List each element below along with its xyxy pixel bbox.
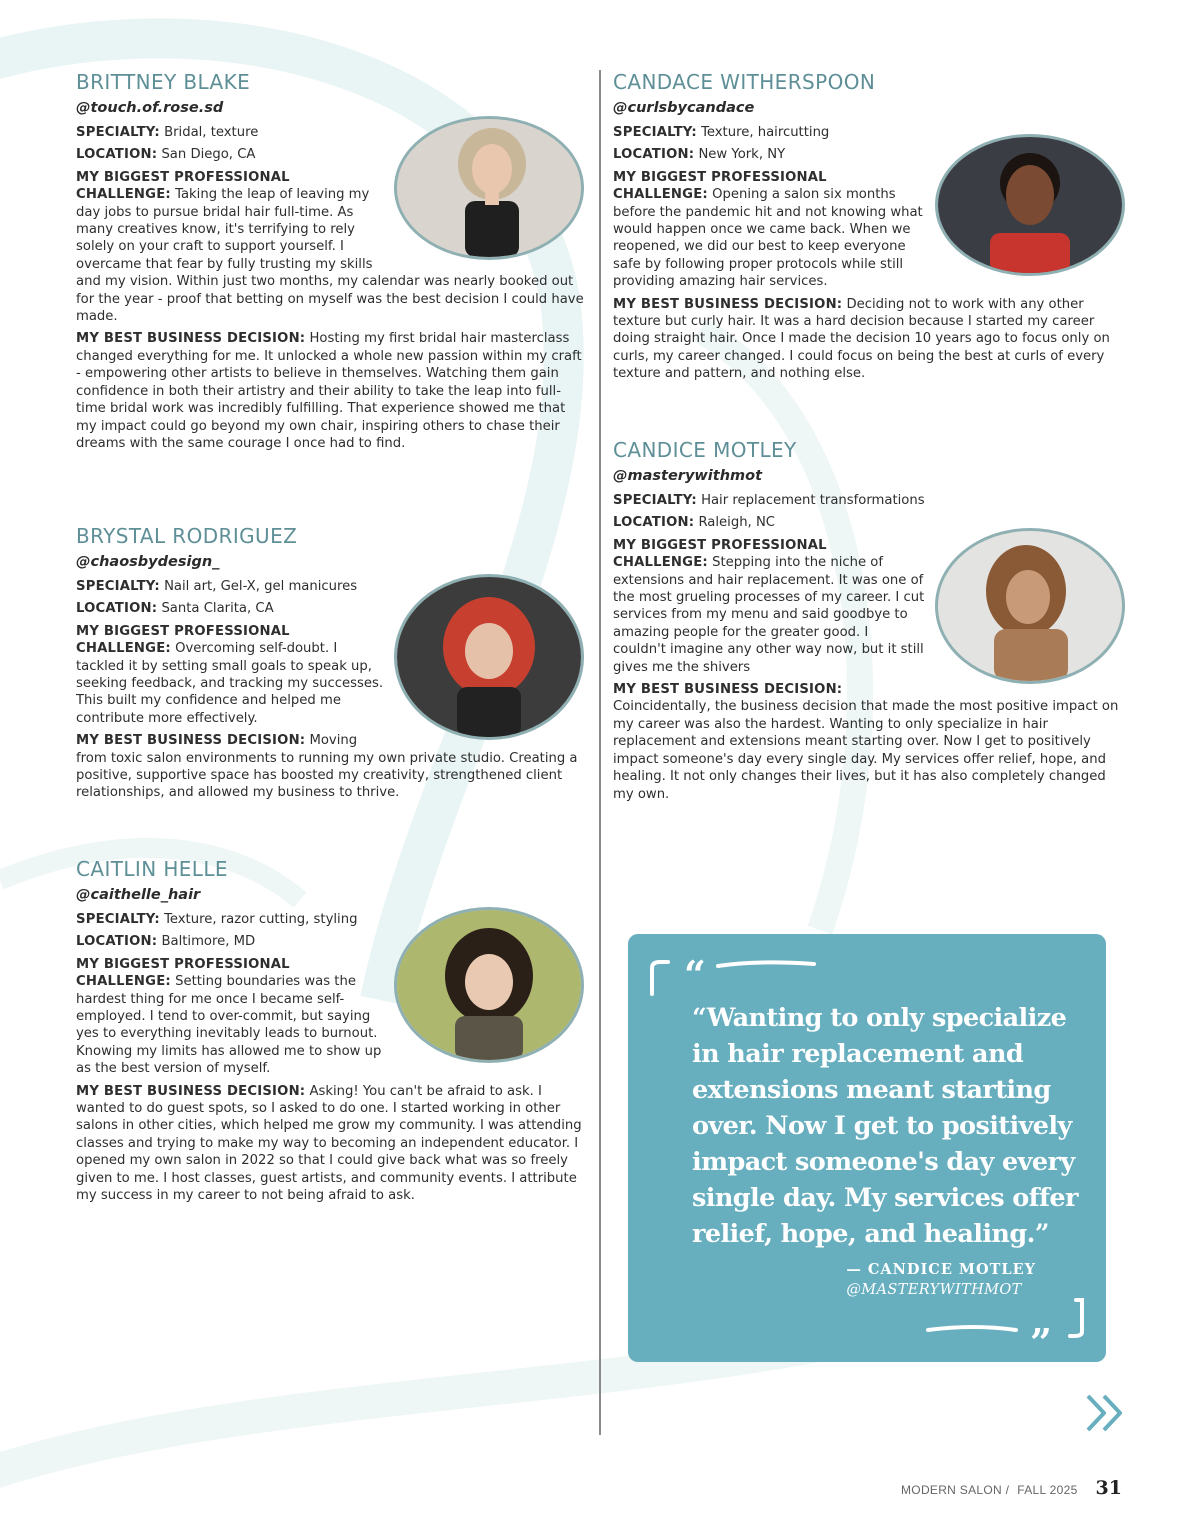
open-quote-mark-icon: [646, 952, 816, 996]
profile-name: CAITLIN HELLE: [76, 857, 228, 881]
close-quote-mark-icon: [924, 1296, 1094, 1346]
profile-caitlin-helle: CAITLIN HELLE @caithelle_hair SPECIALTY: Texture, razor cutting, styling LOCATION: Baltimore, MD MY BIGGEST PROFESSIONAL CHALLENGE: Setting boundaries was the hardest thing for me once I became self-employed. I tend to over-commit, but saying yes to everything inevitably leads to burnout. Knowing my limits has allowed me to show up as the best version of myself. MY BEST BUSINESS DECISION: Asking! You can't be afraid to ask. I wanted to do guest spots, so I asked to do one. I started working in other salons in other cities, which helped me grow my community. I was attending classes and trying to make my way to becoming an independent educator. I opened my own salon in 2022 so that I could give back what was so freely given to me. I host classes, guest artists, and community events. I attribute my success in my career to not being afraid to ask.: [76, 857, 584, 1210]
svg-text:”: ”: [1030, 1320, 1052, 1346]
profile-name: BRYSTAL RODRIGUEZ: [76, 524, 298, 548]
pull-quote-author: — CANDICE MOTLEY: [846, 1261, 1036, 1278]
challenge-text: Setting boundaries was the hardest thing for me once I became self-employed. I tend to over-commit, but saying yes to everything inevitably leads to burnout. Knowing my limits has allowed me to show up as the best version of myself.: [76, 974, 382, 1077]
pull-quote-attribution: [846, 1260, 1036, 1300]
page-footer: [901, 1477, 1122, 1499]
profile-handle: @masterywithmot: [613, 468, 763, 484]
decision-text: Deciding not to work with any other texture but curly hair. It was a hard decision because I started my career doing straight hair. Once I made the decision 10 years ago to focus only on curls, my career changed. I could focus on being the best at curls of every texture and pattern, and nothing else.: [613, 296, 1110, 382]
profile-handle: @touch.of.rose.sd: [76, 100, 224, 116]
issue-date: FALL 2025: [1017, 1483, 1078, 1497]
decision-text: Hosting my first bridal hair masterclass changed everything for me. It unlocked a whole new passion within my craft - empowering other artists to believe in themselves. Watching them gain confidence in both their artistry and their ability to take the leap into full-time bridal work was incredibly fulfilling. That experience showed me that my impact could go beyond my own chair, inspiring others to chase their dreams with the same courage I once had to find.: [76, 331, 582, 451]
profile-handle: @caithelle_hair: [76, 887, 201, 903]
profile-photo: [394, 907, 584, 1063]
decision-text: Moving from toxic salon environments to running my own private studio. Creating a positive, supportive space has boosted my creativity, strengthened client relationships, and allowed my business to thrive.: [76, 733, 578, 801]
profile-handle: @chaosbydesign_: [76, 554, 220, 570]
profile-brittney-blake: BRITTNEY BLAKE @touch.of.rose.sd SPECIALTY: Bridal, texture LOCATION: San Diego, CA MY BIGGEST PROFESSIONAL CHALLENGE: Taking the leap of leaving my day jobs to pursue bridal hair full-time. As many creatives know, it's terrifying to rely solely on your craft to support yourself. I overcame that fear by fully trusting my skills and my vision. Within just two months, my calendar was nearly booked out for the year - proof that betting on myself was the best decision I could have made. MY BEST BUSINESS DECISION: Hosting my first bridal hair masterclass changed everything for me. It unlocked a whole new passion within my craft - empowering other artists to believe in themselves. Watching them gain confidence in both their artistry and their ability to take the leap into full-time bridal work was incredibly fulfilling. That experience showed me that my impact could go beyond my own chair, inspiring others to chase their dreams with the same courage I once had to find.: [76, 70, 584, 451]
double-chevron-right-icon: [1082, 1390, 1128, 1436]
challenge-text: Opening a salon six months before the pandemic hit and not knowing what would happen once we came back. When we reopened, we did our best to keep everyone safe by following proper protocols while still providing amazing hair services.: [613, 187, 923, 290]
column-divider: [599, 70, 601, 1435]
challenge-text: Overcoming self-doubt. I tackled it by setting small goals to speak up, seeking feedback, and tracking my successes. This built my confidence and helped me contribute more effectively.: [76, 641, 384, 726]
publication-name: MODERN SALON /: [901, 1483, 1010, 1497]
svg-text:“: “: [684, 952, 706, 996]
profile-photo: [935, 134, 1125, 276]
specialty-value: Texture, razor cutting, styling: [164, 912, 358, 927]
pull-quote-text: “Wanting to only specialize in hair replacement and extensions meant starting over. Now I get to positively impact someone's day every single day. My services offer relief, hope, and healing.”: [692, 1003, 1078, 1249]
profile-handle: @curlsbycandace: [613, 100, 755, 116]
profile-name: CANDACE WITHERSPOON: [613, 70, 876, 94]
location-value: Raleigh, NC: [698, 515, 776, 531]
location-value: San Diego, CA: [161, 147, 256, 163]
profile-brystal-rodriguez: BRYSTAL RODRIGUEZ @chaosbydesign_ SPECIALTY: Nail art, Gel-X, gel manicures LOCATION: Santa Clarita, CA MY BIGGEST PROFESSIONAL CHALLENGE: Overcoming self-doubt. I tackled it by setting small goals to speak up, seeking feedback, and tracking my successes. This built my confidence and helped me contribute more effectively. MY BEST BUSINESS DECISION: Moving from toxic salon environments to running my own private studio. Creating a positive, supportive space has boosted my creativity, strengthened client relationships, and allowed my business to thrive.: [76, 524, 584, 807]
pull-quote-handle: @MASTERYWITHMOT: [846, 1282, 1022, 1298]
profile-candace-witherspoon: CANDACE WITHERSPOON @curlsbycandace SPECIALTY: Texture, haircutting LOCATION: New York, NY MY BIGGEST PROFESSIONAL CHALLENGE: Opening a salon six months before the pandemic hit and not knowing what would happen once we came back. When we reopened, we did our best to keep everyone safe by following proper protocols while still providing amazing hair services. MY BEST BUSINESS DECISION: Deciding not to work with any other texture but curly hair. It was a hard decision because I started my career doing straight hair. Once I made the decision 10 years ago to focus only on curls, my career changed. I could focus on being the best at curls of every texture and pattern, and nothing else.: [613, 70, 1125, 388]
decision-text: Asking! You can't be afraid to ask. I wanted to do guest spots, so I asked to do one. I started working in other salons in other cities, which helped me grow my community. I was attending classes and trying to make my way to becoming an independent educator. I opened my own salon in 2022 so that I could give back what was so freely given to me. I host classes, guest artists, and community events. I attribute my success in my career to not being afraid to ask.: [76, 1083, 582, 1204]
location-value: New York, NY: [698, 147, 786, 163]
challenge-text: Stepping into the niche of extensions and hair replacement. It was one of the most grueling processes of my career. I cut services from my menu and said goodbye to amazing people for the greater good. I couldn't imagine any other way now, but it still gives me the shivers: [613, 555, 925, 675]
page-number: 31: [1095, 1477, 1122, 1499]
specialty-value: Nail art, Gel-X, gel manicures: [164, 579, 358, 594]
location-value: Baltimore, MD: [161, 934, 256, 950]
specialty-value: Hair replacement transformations: [701, 493, 925, 508]
challenge-text: Taking the leap of leaving my day jobs to pursue bridal hair full-time. As many creatives know, it's terrifying to rely solely on your craft to support yourself. I overcame that fear by fully trusting my skills and my vision. Within just two months, my calendar was nearly booked out for the year - proof that betting on myself was the best decision I could have made.: [76, 187, 584, 325]
profile-photo: [394, 116, 584, 260]
specialty-value: Texture, haircutting: [701, 125, 830, 140]
profile-photo: [394, 574, 584, 740]
pull-quote-box: [628, 934, 1106, 1362]
profile-name: BRITTNEY BLAKE: [76, 70, 251, 94]
profile-photo: [935, 528, 1125, 684]
specialty-value: Bridal, texture: [164, 125, 259, 140]
location-value: Santa Clarita, CA: [161, 601, 274, 617]
profile-name: CANDICE MOTLEY: [613, 438, 797, 462]
decision-text: Coincidentally, the business decision that made the most positive impact on my career was also the hardest. Wanting to only specialize in hair replacement and extensions meant starting over. Now I get to positively impact someone's day every single day. My services offer relief, hope, and healing. It not only changes their lives, but it has also completely changed my own.: [613, 699, 1119, 802]
profile-candice-motley: CANDICE MOTLEY @masterywithmot SPECIALTY: Hair replacement transformations LOCATION: Raleigh, NC MY BIGGEST PROFESSIONAL CHALLENGE: Stepping into the niche of extensions and hair replacement. It was one of the most grueling processes of my career. I cut services from my menu and said goodbye to amazing people for the greater good. I couldn't imagine any other way now, but it still gives me the shivers MY BEST BUSINESS DECISION: Coincidentally, the business decision that made the most positive impact on my career was also the hardest. Wanting to only specialize in hair replacement and extensions meant starting over. Now I get to positively impact someone's day every single day. My services offer relief, hope, and healing. It not only changes their lives, but it has also completely changed my own.: [613, 438, 1125, 808]
